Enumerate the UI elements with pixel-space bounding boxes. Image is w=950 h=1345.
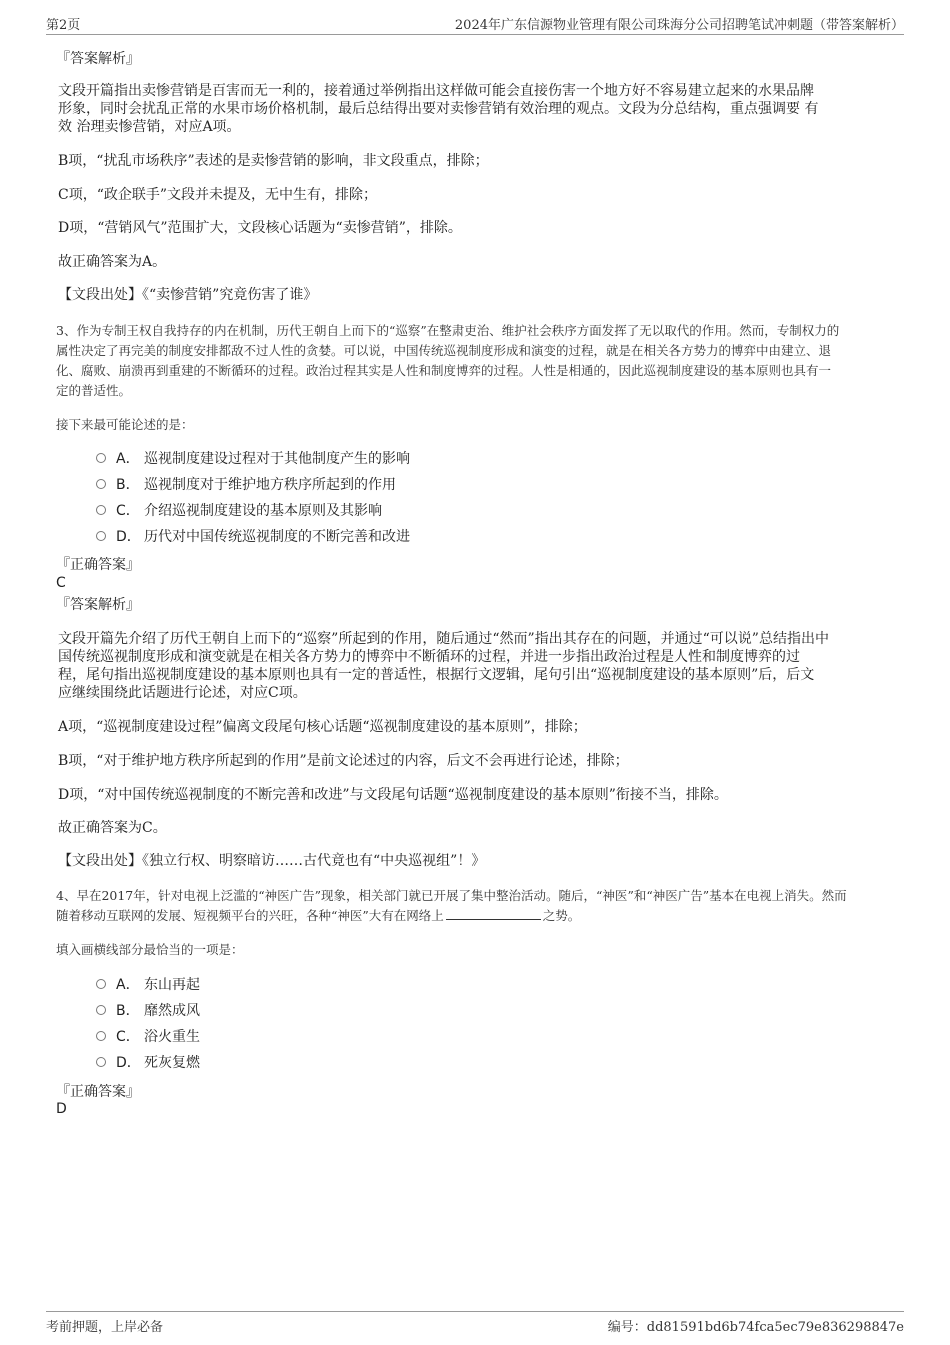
document-id: 编号：dd81591bd6b74fca5ec79e836298847e [607, 1320, 904, 1335]
analysis-label: 『答案解析』 [56, 597, 140, 613]
analysis-line: 文段开篇先介绍了历代王朝自上而下的“巡察”所起到的作用，随后通过“然而”指出其存在的问题，并通过“可以说”总结指出中 [58, 631, 829, 647]
radio-icon[interactable] [96, 531, 106, 541]
fill-blank [446, 909, 541, 920]
radio-icon[interactable] [96, 1005, 106, 1015]
correct-answer-label: 『正确答案』 [56, 557, 140, 573]
question-stem-line: 随着移动互联网的发展、短视频平台的兴旺，各种“神医”大有在网络上 之势。 [56, 908, 581, 923]
page-footer [46, 1311, 904, 1336]
radio-icon[interactable] [96, 479, 106, 489]
option-c-explanation: C项，“政企联手”文段并未提及，无中生有，排除； [58, 187, 378, 203]
radio-icon[interactable] [96, 979, 106, 989]
analysis-line: 形象，同时会扰乱正常的水果市场价格机制，最后总结得出要对卖惨营销有效治理的观点。文段为分总结构，重点强调要 有 [58, 101, 819, 117]
correct-answer: D [56, 1101, 67, 1117]
option-d-explanation: D项，“对中国传统巡视制度的不断完善和改进”与文段尾句话题“巡视制度建设的基本原则”衔接不当，排除。 [58, 787, 728, 803]
question-stem-line: 3、作为专制王权自我持存的内在机制，历代王朝自上而下的“巡察”在整肃吏治、维护社会秩序方面发挥了无以取代的作用。然而，专制权力的 [56, 323, 840, 338]
footer-slogan: 考前押题，上岸必备 [46, 1320, 164, 1335]
question-prompt: 接下来最可能论述的是： [56, 417, 194, 432]
option-d[interactable]: D． 死灰复燃 [96, 1053, 200, 1073]
question-stem-line: 定的普适性。 [56, 383, 132, 398]
analysis-line: 文段开篇指出卖惨营销是百害而无一利的，接着通过举例指出这样做可能会直接伤害一个地方好不容易建立起来的水果品牌 [58, 83, 814, 99]
correct-answer: C [56, 575, 66, 591]
conclusion: 故正确答案为A。 [58, 254, 167, 270]
option-a-explanation: A项，“巡视制度建设过程”偏离文段尾句核心话题“巡视制度建设的基本原则”，排除； [58, 719, 587, 735]
analysis-line: 应继续围绕此话题进行论述，对应C项。 [58, 685, 307, 701]
option-c[interactable]: C． 介绍巡视制度建设的基本原则及其影响 [96, 501, 382, 521]
option-b[interactable]: B． 靡然成风 [96, 1001, 200, 1021]
source-citation: 【文段出处】《独立行权、明察暗访……古代竟也有“中央巡视组”！》 [58, 853, 486, 869]
question-stem-line: 化、腐败、崩溃再到重建的不断循环的过程。政治过程其实是人性和制度博弈的过程。人性是相通的，因此巡视制度建设的基本原则也具有一 [56, 363, 832, 378]
analysis-line: 效 治理卖惨营销，对应A项。 [58, 119, 241, 135]
question-stem-line: 4、早在2017年，针对电视上泛滥的“神医广告”现象，相关部门就已开展了集中整治活动。随后，“神医”和“神医广告”基本在电视上消失。然而 [56, 888, 847, 903]
option-a[interactable]: A． 巡视制度建设过程对于其他制度产生的影响 [96, 449, 410, 469]
radio-icon[interactable] [96, 1057, 106, 1067]
option-b[interactable]: B． 巡视制度对于维护地方秩序所起到的作用 [96, 475, 396, 495]
analysis-line: 程，尾句指出巡视制度建设的基本原则也具有一定的普适性，根据行文逻辑，尾句引出“巡视制度建设的基本原则”后，后文 [58, 667, 815, 683]
page-header [46, 14, 904, 35]
radio-icon[interactable] [96, 453, 106, 463]
option-d[interactable]: D． 历代对中国传统巡视制度的不断完善和改进 [96, 527, 410, 547]
analysis-label: 『答案解析』 [56, 51, 140, 67]
analysis-line: 国传统巡视制度形成和演变就是在相关各方势力的博弈中不断循环的过程，并进一步指出政治过程是人性和制度博弈的过 [58, 649, 800, 665]
question-stem-line: 属性决定了再完美的制度安排都敌不过人性的贪婪。可以说，中国传统巡视制度形成和演变的过程，就是在相关各方势力的博弈中由建立、退 [56, 343, 832, 358]
option-c[interactable]: C． 浴火重生 [96, 1027, 200, 1047]
conclusion: 故正确答案为C。 [58, 820, 167, 836]
page-number: 第2页 [46, 18, 81, 33]
correct-answer-label: 『正确答案』 [56, 1084, 140, 1100]
option-b-explanation: B项，“扰乱市场秩序”表述的是卖惨营销的影响，非文段重点，排除； [58, 153, 489, 169]
option-b-explanation: B项，“对于维护地方秩序所起到的作用”是前文论述过的内容，后文不会再进行论述，排除； [58, 753, 629, 769]
document-title: 2024年广东信源物业管理有限公司珠海分公司招聘笔试冲刺题（带答案解析） [454, 18, 904, 33]
source-citation: 【文段出处】《“卖惨营销”究竟伤害了谁》 [58, 287, 318, 303]
question-prompt: 填入画横线部分最恰当的一项是： [56, 942, 244, 957]
option-d-explanation: D项，“营销风气”范围扩大，文段核心话题为“卖惨营销”，排除。 [58, 220, 462, 236]
option-a[interactable]: A． 东山再起 [96, 975, 200, 995]
radio-icon[interactable] [96, 505, 106, 515]
radio-icon[interactable] [96, 1031, 106, 1041]
